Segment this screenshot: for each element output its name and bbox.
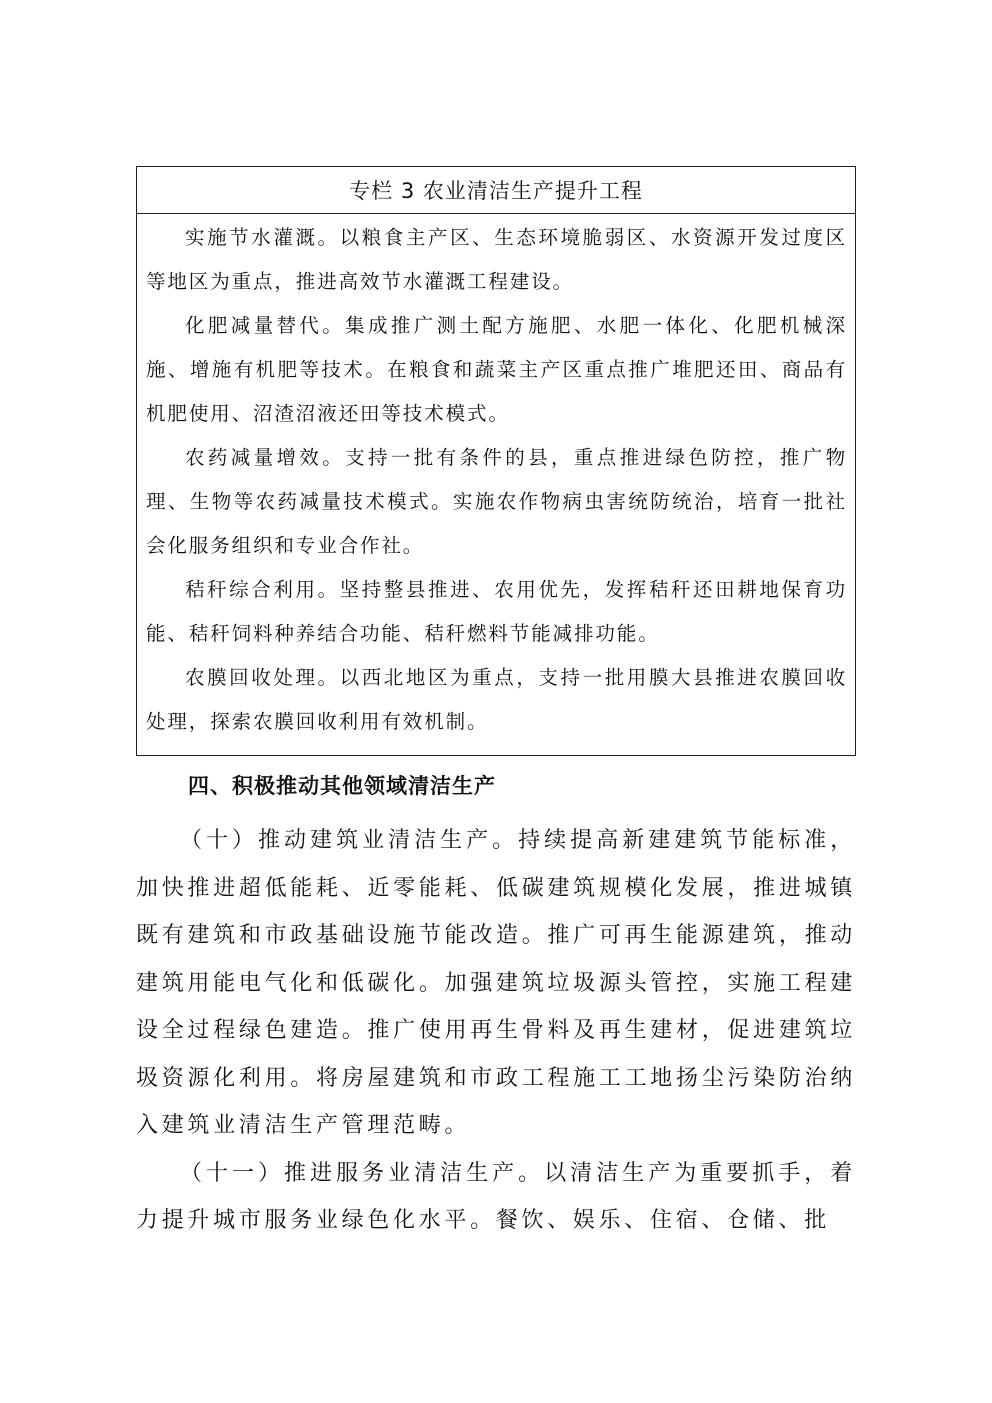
box-paragraph-straw: 秸秆综合利用。坚持整县推进、农用优先，发挥秸秆还田耕地保育功能、秸秆饲料种养结合功能、秸秆燃料节能减排功能。 xyxy=(146,578,847,645)
box-body xyxy=(137,214,855,744)
main-body xyxy=(136,817,856,1245)
box-paragraph-film: 农膜回收处理。以西北地区为重点，支持一批用膜大县推进农膜回收处理，探索农膜回收利用有效机制。 xyxy=(146,666,847,733)
box-paragraph-irrigation: 实施节水灌溉。以粮食主产区、生态环境脆弱区、水资源开发过度区等地区为重点，推进高效节水灌溉工程建设。 xyxy=(146,226,847,293)
section-heading: 四、积极推动其他领域清洁生产 xyxy=(188,774,496,798)
box-title: 专栏 3 农业清洁生产提升工程 xyxy=(137,167,855,214)
box-paragraph-pesticide: 农药减量增效。支持一批有条件的县，重点推进绿色防控，推广物理、生物等农药减量技术模式。实施农作物病虫害统防统治，培育一批社会化服务组织和专业合作社。 xyxy=(146,446,847,557)
paragraph-service: （十一）推进服务业清洁生产。以清洁生产为重要抓手，着力提升城市服务业绿色化水平。餐饮、娱乐、住宿、仓储、批 xyxy=(136,1160,856,1233)
paragraph-construction: （十）推动建筑业清洁生产。持续提高新建建筑节能标准，加快推进超低能耗、近零能耗、低碳建筑规模化发展，推进城镇既有建筑和市政基础设施节能改造。推广可再生能源建筑，推动建筑用能电气化和低碳化。加强建筑垃圾源头管控，实施工程建设全过程绿色建造。推广使用再生骨料及再生建材，促进建筑垃圾资源化利用。将房屋建筑和市政工程施工工地扬尘污染防治纳入建筑业清洁生产管理范畴。 xyxy=(136,828,856,1138)
feature-box xyxy=(136,166,856,756)
box-paragraph-fertilizer: 化肥减量替代。集成推广测土配方施肥、水肥一体化、化肥机械深施、增施有机肥等技术。在粮食和蔬菜主产区重点推广堆肥还田、商品有机肥使用、沼渣沼液还田等技术模式。 xyxy=(146,314,847,425)
